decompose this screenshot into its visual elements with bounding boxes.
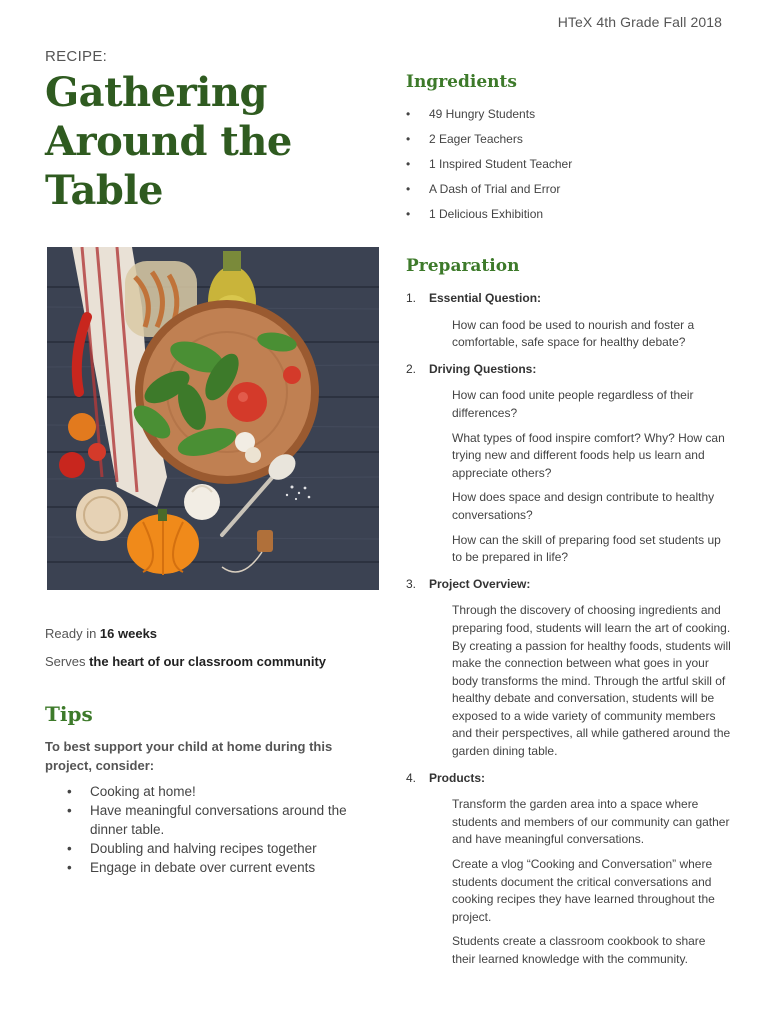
title-line: Gathering [45, 69, 267, 116]
tips-intro: To best support your child at home during this project, consider: [45, 739, 333, 773]
serves-line [45, 654, 326, 669]
recipe-label: RECIPE: [45, 48, 108, 65]
step-paragraph: What types of food inspire comfort? Why? How can trying new and different foods help us learn and appreciate others? [452, 430, 725, 480]
serves-value: the heart of our classroom community [89, 654, 327, 669]
list-item: • Cooking at home! [45, 782, 365, 801]
step-label [406, 576, 731, 594]
step-paragraph: Through the discovery of choosing ingredients and preparing food, students will learn the art of cooking. By creating a passion for healthy foods, students will make the connection between what goes in your body transforms the mind. Through the artful skill of healthy debate and conversation, students will be exposed to a wide variety of community members and their perspectives, all while gathered around the garden dining table. [452, 603, 731, 759]
step-title: Project Overview: [429, 576, 531, 591]
ready-in-label: Ready in [45, 626, 100, 641]
ready-in-line [45, 626, 326, 641]
page-title [45, 68, 380, 215]
list-item: • 1 Inspired Student Teacher [406, 156, 572, 181]
title-line: Table [45, 167, 163, 214]
step-paragraph: How can the skill of preparing food set students up to be prepared in life? [452, 532, 721, 565]
step-paragraph: How does space and design contribute to healthy conversations? [452, 490, 715, 522]
recipe-meta [45, 626, 326, 682]
list-item: • 2 Eager Teachers [406, 131, 572, 156]
list-item: • 1 Delicious Exhibition [406, 206, 572, 231]
tips-list [45, 782, 365, 877]
step-paragraph: Create a vlog “Cooking and Conversation” where students document the critical conversations and cooking recipes they have learned throughout the project. [452, 857, 715, 924]
title-block [45, 48, 380, 215]
list-item: • 49 Hungry Students [406, 106, 572, 131]
serves-label: Serves [45, 654, 90, 669]
list-item: • Doubling and halving recipes together [45, 839, 365, 858]
step-number: 2. [406, 361, 417, 376]
page-header-label: HTeX 4th Grade Fall 2018 [557, 14, 722, 30]
title-line: Around the [45, 118, 292, 165]
step-paragraph: Students create a classroom cookbook to share their learned knowledge with the community. [452, 934, 706, 966]
step-driving-questions [406, 361, 731, 567]
step-number: 1. [406, 291, 417, 305]
food-ingredients-photo [47, 247, 379, 590]
step-label [406, 361, 731, 379]
ready-in-value: 16 weeks [99, 626, 158, 641]
step-number: 3. [406, 576, 417, 591]
step-title: Essential Question: [429, 291, 542, 305]
step-label [406, 770, 731, 788]
preparation-steps [406, 290, 731, 978]
step-title: Products: [429, 770, 486, 785]
step-essential-question [406, 290, 731, 352]
step-paragraph: Transform the garden area into a space where students and members of our community can gather and have meaningful conversations. [452, 797, 730, 847]
step-number: 4. [406, 770, 417, 785]
step-label [406, 290, 731, 308]
tips-heading: Tips [45, 702, 93, 726]
step-project-overview [406, 576, 731, 761]
ingredients-heading: Ingredients [406, 72, 517, 92]
step-paragraph: How can food unite people regardless of their differences? [452, 388, 694, 420]
step-products [406, 770, 731, 969]
preparation-heading: Preparation [406, 256, 520, 276]
step-title: Driving Questions: [429, 361, 537, 376]
ingredients-list [406, 106, 572, 231]
step-paragraph: How can food be used to nourish and foster a comfortable, safe space for healthy debate? [452, 317, 695, 350]
list-item: • Engage in debate over current events [45, 858, 365, 877]
list-item: • Have meaningful conversations around the dinner table. [45, 801, 365, 839]
list-item: • A Dash of Trial and Error [406, 181, 572, 206]
